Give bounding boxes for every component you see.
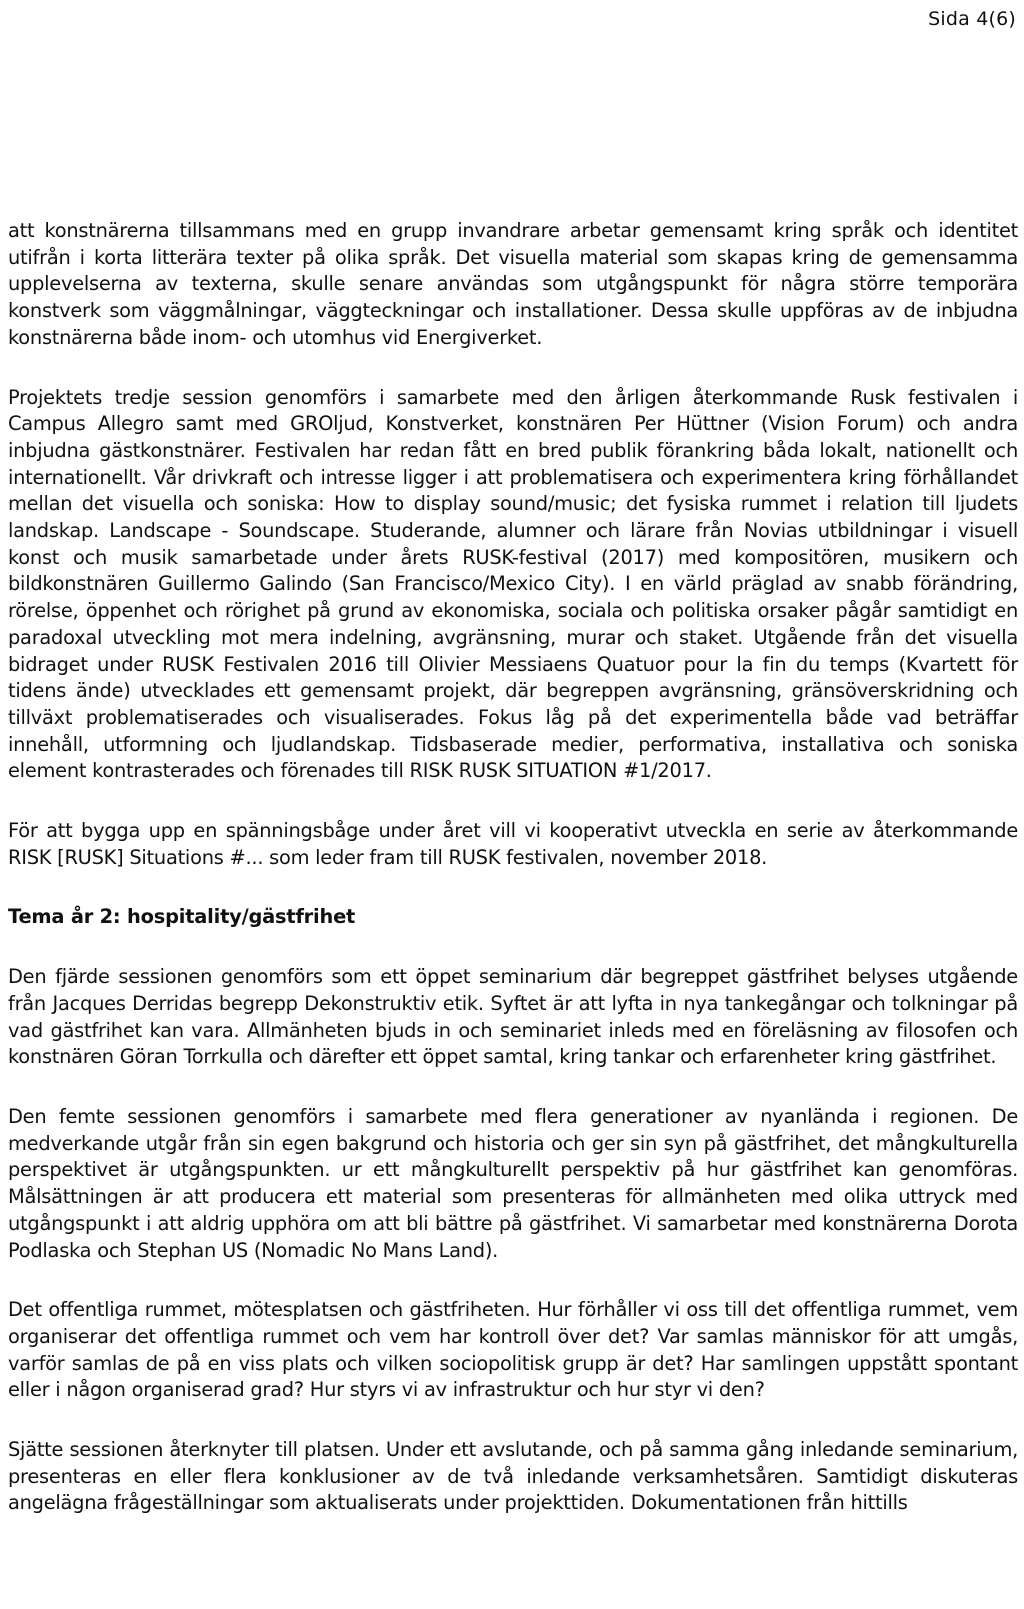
document-body (8, 218, 1018, 1550)
paragraph-3: För att bygga upp en spänningsbåge under året vill vi kooperativt utveckla en serie av återkommande RISK [RUSK] Situations #... som leder fram till RUSK festivalen, november 2018. (8, 819, 1018, 869)
section-heading: Tema år 2: hospitality/gästfrihet (8, 905, 356, 929)
paragraph-7: Sjätte sessionen återknyter till platsen. Under ett avslutande, och på samma gång inledande seminarium, presenteras en eller flera konklusioner av de två inledande verksamhetsåren. Samtidigt diskuteras angelägna frågeställningar som aktualiserats under projekttiden. Dokumentationen från hittills (8, 1438, 1018, 1515)
paragraph-1: att konstnärerna tillsammans med en grupp invandrare arbetar gemensamt kring språk och identitet utifrån i korta litterära texter på olika språk. Det visuella material som skapas kring de gemensamma upplevelserna av texterna, skulle senare användas som utgångspunkt för några större temporära konstverk som väggmålningar, väggteckningar och installationer. Dessa skulle uppföras av de inbjudna konstnärerna både inom- och utomhus vid Energiverket. (8, 219, 1018, 349)
paragraph-5: Den femte sessionen genomförs i samarbete med flera generationer av nyanlända i regionen. De medverkande utgår från sin egen bakgrund och historia och ger sin syn på gästfrihet, det mångkulturella perspektivet är utgångspunkten. ur ett mångkulturellt perspektiv på hur gästfrihet kan genomföras. Målsättningen är att producera ett material som presenteras för allmänheten med olika uttryck med utgångspunkt i att aldrig upphöra om att bli bättre på gästfrihet. Vi samarbetar med konstnärerna Dorota Podlaska och Stephan US (Nomadic No Mans Land). (8, 1104, 1018, 1262)
paragraph-2: Projektets tredje session genomförs i samarbete med den årligen återkommande Rusk festivalen i Campus Allegro samt med GROljud, Konstverket, konstnären Per Hüttner (Vision Forum) och andra inbjudna gästkonstnärer. Festivalen har redan fått en bred publik förankring båda lokalt, nationellt och internationellt. Vår drivkraft och intresse ligger i att problematisera och experimentera kring förhållandet mellan det visuella och soniska: How to display sound/music; det fysiska rummet i relation till ljudets landskap. Landscape - Soundscape. Studerande, alumner och lärare från Novias utbildningar i visuell konst och musik samarbetade under årets RUSK-festival (2017) med kompositören, musikern och bildkonstnären Guillermo Galindo (San Francisco/Mexico City). I en värld präglad av snabb förändring, rörelse, öppenhet och rörighet på grund av ekonomiska, sociala och politiska orsaker pågår samtidigt en paradoxal utveckling mot mera indelning, avgränsning, murar och staket. Utgående från det visuella bidraget under RUSK Festivalen 2016 till Olivier Messiaens Quatuor pour la fin du temps (Kvartett för tidens ände) utvecklades ett gemensamt projekt, där begreppen avgränsning, gränsöverskridning och tillväxt problematiserades och visualiserades. Fokus låg på det experimentella både vad beträffar innehåll, utformning och ljudlandskap. Tidsbaserade medier, performativa, installativa och soniska element kontrasterades och förenades till RISK RUSK SITUATION #1/2017. (8, 385, 1018, 783)
paragraph-6: Det offentliga rummet, mötesplatsen och gästfriheten. Hur förhåller vi oss till det offentliga rummet, vem organiserar det offentliga rummet och vem har kontroll över det? Var samlas människor för att umgås, varför samlas de på en viss plats och vilken sociopolitisk grupp är det? Har samlingen uppstått spontant eller i någon organiserad grad? Hur styrs vi av infrastruktur och hur styr vi den? (8, 1298, 1018, 1402)
paragraph-4: Den fjärde sessionen genomförs som ett öppet seminarium där begreppet gästfrihet belyses utgående från Jacques Derridas begrepp Dekonstruktiv etik. Syftet är att lyfta in nya tankegångar och tolkningar på vad gästfrihet kan vara. Allmänheten bjuds in och seminariet inleds med en föreläsning av filosofen och konstnären Göran Torrkulla och därefter ett öppet samtal, kring tankar och erfarenheter kring gästfrihet. (8, 965, 1018, 1069)
page-number: Sida 4(6) (928, 8, 1016, 30)
